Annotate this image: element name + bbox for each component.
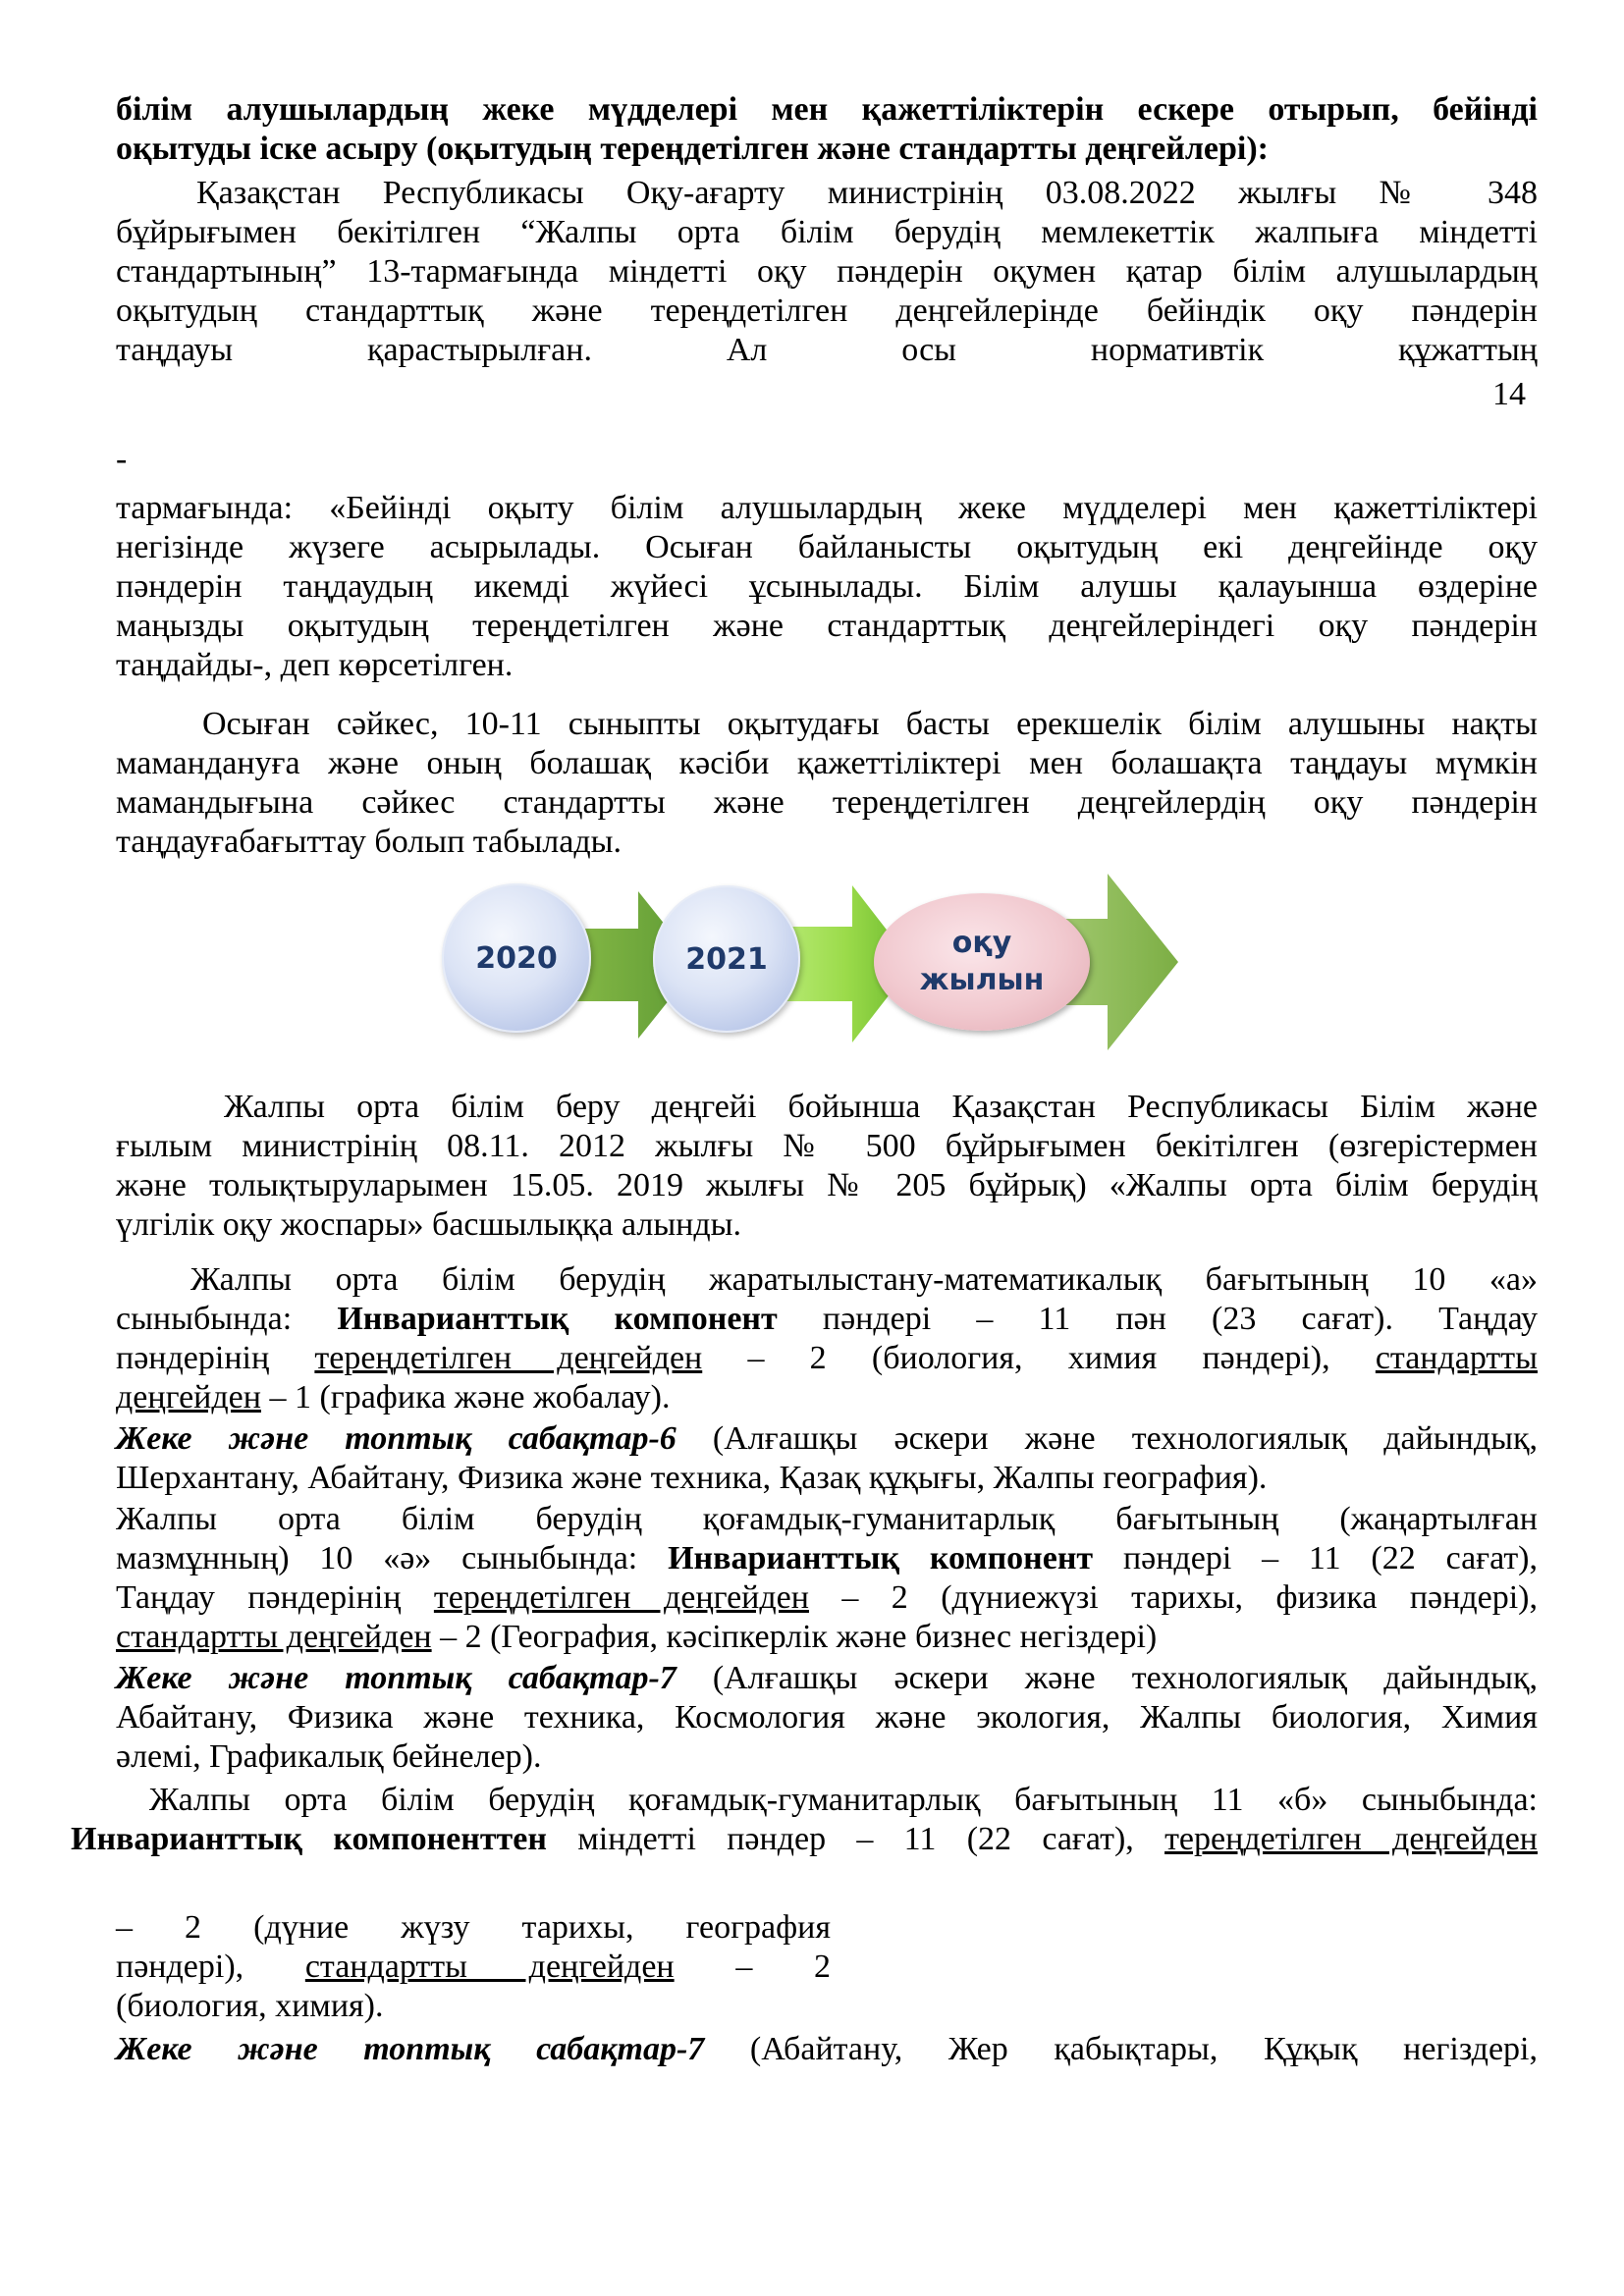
paragraph-line: үлгілік оқу жоспары» басшылыққа алынды. (116, 1206, 742, 1243)
paragraph-line: Шерхантану, Абайтану, Физика және техника, Қазақ құқығы, Жалпы география). (116, 1460, 1268, 1496)
paragraph-line: пәндерін таңдаудың икемді жүйесі ұсынылады. Білім алушы қалауынша өздеріне (116, 568, 1538, 605)
paragraph-line: Жеке және топтық сабақтар-7 (Алғашқы әскери және технологиялық дайындық, (116, 1660, 1538, 1696)
paragraph-line: бұйрығымен бекітілген “Жалпы орта білім берудің мемлекеттік жалпыға міндетті (116, 214, 1538, 250)
paragraph-line: Жалпы орта білім берудің қоғамдық-гуманитарлық бағытының (жаңартылған (116, 1501, 1538, 1537)
paragraph-line: пәндерінің тереңдетілген деңгейден – 2 (биология, химия пәндері), стандартты (116, 1340, 1538, 1376)
paragraph-line: мазмұнның) 10 «ә» сыныбында: Инварианттық компонент пәндері – 11 (22 сағат), (116, 1540, 1538, 1576)
year-circle-2021: 2021 (653, 885, 800, 1033)
paragraph-line: Таңдау пәндерінің тереңдетілген деңгейден – 2 (дүниежүзі тарихы, физика пәндері), (116, 1579, 1538, 1616)
heading-line: білім алушылардың жеке мүдделері мен қажеттіліктерін ескере отырып, бейінді (116, 91, 1538, 128)
paragraph-line: әлемі, Графикалық бейнелер). (116, 1738, 542, 1775)
academic-year-diagram (432, 874, 1227, 1050)
paragraph-line: Жеке және топтық сабақтар-6 (Алғашқы әскери және технологиялық дайындық, (116, 1420, 1538, 1457)
paragraph-line: мамандығына сәйкес стандартты және тереңдетілген деңгейлердің оқу пәндерін (116, 784, 1538, 821)
paragraph-line: және толықтыруларымен 15.05. 2019 жылғы № 205 бұйрық) «Жалпы орта білім берудің (116, 1167, 1538, 1203)
heading-line: оқытуды іске асыру (оқытудың тереңдетілген және стандартты деңгейлері): (116, 131, 1269, 167)
paragraph-line: негізінде жүзеге асырылады. Осыған байланысты оқытудың екі деңгейінде оқу (116, 529, 1538, 565)
paragraph-line: маңызды оқытудың тереңдетілген және стандарттық деңгейлеріндегі оқу пәндерін (116, 608, 1538, 644)
paragraph-line: Жалпы орта білім берудің қоғамдық-гуманитарлық бағытының 11 «б» сыныбында: (149, 1782, 1538, 1818)
paragraph-line: Осыған сәйкес, 10-11 сыныпты оқытудағы басты ерекшелік білім алушыны нақты (202, 706, 1538, 742)
paragraph-line: Инварианттық компоненттен міндетті пәндер – 11 (22 сағат), тереңдетілген деңгейден (71, 1821, 1539, 1857)
article-number: 14 (1492, 376, 1526, 412)
paragraph-line: Жалпы орта білім беру деңгейі бойынша Қазақстан Республикасы Білім және (224, 1089, 1538, 1125)
hyphen-fragment: - (116, 441, 128, 477)
paragraph-line: Қазақстан Республикасы Оқу-ағарту министрінің 03.08.2022 жылғы № 348 (196, 175, 1538, 211)
paragraph-line: Абайтану, Физика және техника, Космология және экология, Жалпы биология, Химия (116, 1699, 1538, 1735)
academic-year-oval: оқу жылын (874, 893, 1090, 1031)
paragraph-line: стандартының” 13-тармағында міндетті оқу пәндерін оқумен қатар білім алушылардың (116, 253, 1538, 290)
paragraph-line: Жалпы орта білім берудің жаратылыстану-математикалық бағытының 10 «а» (190, 1261, 1538, 1298)
paragraph-line: ғылым министрінің 08.11. 2012 жылғы № 500 бұйрығымен бекітілген (өзгерістермен (116, 1128, 1538, 1164)
paragraph-line: (биология, химия). (116, 1988, 384, 2024)
paragraph-line: таңдайды-, деп көрсетілген. (116, 647, 514, 683)
paragraph-line: деңгейден – 1 (графика және жобалау). (116, 1379, 671, 1415)
paragraph-line: стандартты деңгейден – 2 (География, кәсіпкерлік және бизнес негіздері) (116, 1619, 1158, 1655)
paragraph-line: оқытудың стандарттық және тереңдетілген деңгейлерінде бейіндік оқу пәндерін (116, 293, 1538, 329)
paragraph-line: таңдауғабағыттау болып табылады. (116, 824, 622, 860)
paragraph-line: пәндері), стандартты деңгейден – 2 (116, 1949, 831, 1985)
paragraph-line: сыныбында: Инварианттық компонент пәндері – 11 пән (23 сағат). Таңдау (116, 1301, 1538, 1337)
paragraph-line: таңдауы қарастырылған. Ал осы нормативтік құжаттың (116, 332, 1538, 368)
paragraph-line: – 2 (дүние жүзу тарихы, география (116, 1909, 831, 1946)
paragraph-line: мамандануға және оның болашақ кәсіби қажеттіліктері мен болашақта таңдауы мүмкін (116, 745, 1538, 781)
paragraph-line: тармағында: «Бейінді оқыту білім алушылардың жеке мүдделері мен қажеттіліктері (116, 490, 1538, 526)
paragraph-line: Жеке және топтық сабақтар-7 (Абайтану, Жер қабықтары, Құқық негіздері, (116, 2031, 1538, 2067)
year-circle-2020: 2020 (442, 883, 591, 1033)
